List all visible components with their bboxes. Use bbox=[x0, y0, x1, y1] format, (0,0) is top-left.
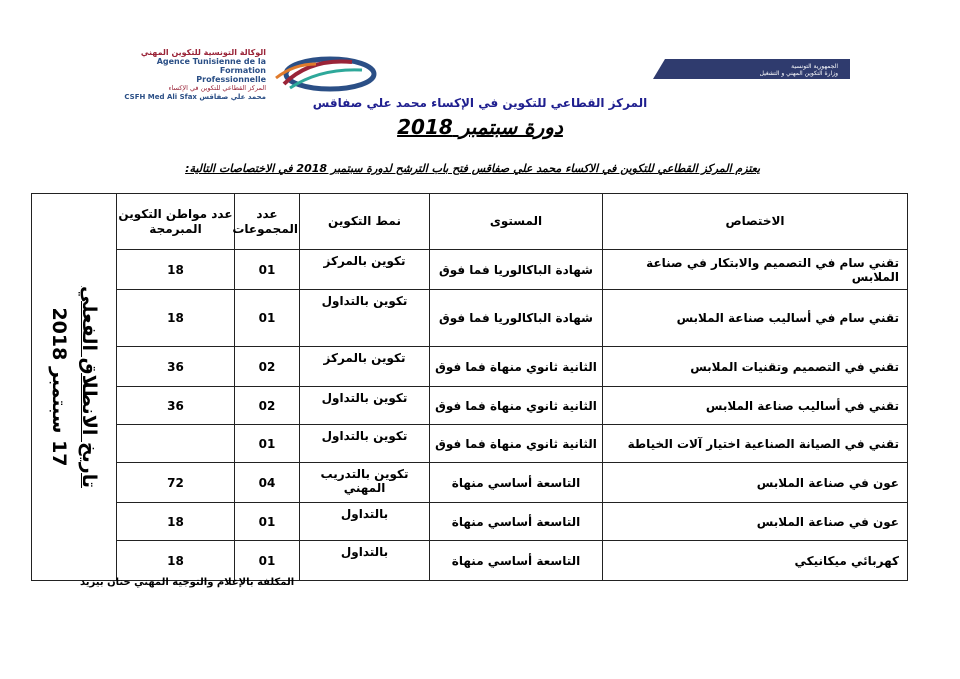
center-name: المركز القطاعي للتكوين في الإكساء محمد علي صفاقس bbox=[312, 96, 648, 110]
agency-logo-text bbox=[120, 48, 266, 102]
header-specialty: الاختصاص bbox=[603, 194, 908, 250]
agency-logo bbox=[120, 48, 380, 101]
seats-cell: 72 bbox=[117, 463, 235, 503]
agency-emblem-icon bbox=[270, 54, 380, 94]
level-cell: شهادة الباكالوريا فما فوق bbox=[430, 250, 603, 290]
level-cell: التاسعة أساسي منهاة bbox=[430, 541, 603, 581]
groups-cell: 01 bbox=[235, 290, 300, 347]
table-row bbox=[32, 387, 908, 425]
table-row bbox=[32, 250, 908, 290]
session-title: دورة سبتمبر 2018 bbox=[397, 115, 563, 139]
groups-cell: 01 bbox=[235, 250, 300, 290]
table-row bbox=[32, 347, 908, 387]
seats-cell bbox=[117, 425, 235, 463]
mode-cell: بالتداول bbox=[300, 503, 430, 541]
header-seats: عدد مواطن التكوين المبرمجة bbox=[117, 194, 235, 250]
start-date-cell bbox=[32, 194, 117, 581]
start-date-value: 17 سبتمبر 2018 bbox=[48, 307, 70, 467]
specialty-cell: عون في صناعة الملابس bbox=[603, 503, 908, 541]
table-row bbox=[32, 290, 908, 347]
level-cell: الثانية ثانوي منهاة فما فوق bbox=[430, 425, 603, 463]
groups-cell: 01 bbox=[235, 541, 300, 581]
level-cell: التاسعة أساسي منهاة bbox=[430, 503, 603, 541]
groups-cell: 02 bbox=[235, 347, 300, 387]
table-header-row bbox=[32, 194, 908, 250]
logo-line-ar: الوكالة التونسية للتكوين المهني bbox=[140, 48, 266, 57]
logo-line-fr-2: Professionnelle bbox=[196, 75, 266, 84]
level-cell: التاسعة أساسي منهاة bbox=[430, 463, 603, 503]
level-cell: الثانية ثانوي منهاة فما فوق bbox=[430, 347, 603, 387]
intro-text: يعتزم المركز القطاعي للتكوين في الاكساء محمد علي صفاقس فتح باب الترشح لدورة سبتمبر 2018 في الاختصاصات التالية: bbox=[185, 162, 760, 175]
mode-cell: تكوين بالتداول bbox=[300, 425, 430, 463]
seats-cell: 18 bbox=[117, 503, 235, 541]
level-cell: شهادة الباكالوريا فما فوق bbox=[430, 290, 603, 347]
logo-line-center: CSFH Med Ali Sfax محمد علي صفاقس bbox=[124, 93, 266, 101]
mode-cell: بالتداول bbox=[300, 541, 430, 581]
ministry-text bbox=[760, 63, 838, 77]
logo-line-fr: Agence Tunisienne de la Formation bbox=[156, 57, 266, 75]
seats-cell: 36 bbox=[117, 387, 235, 425]
mode-cell: تكوين بالتداول bbox=[300, 290, 430, 347]
specialty-cell: تقني في التصميم وتقنيات الملابس bbox=[603, 347, 908, 387]
footer-signature: المكلفة بالإعلام والتوجيه المهني حنان بيزيد bbox=[80, 577, 295, 588]
seats-cell: 36 bbox=[117, 347, 235, 387]
level-cell: الثانية ثانوي منهاة فما فوق bbox=[430, 387, 603, 425]
specialty-cell: تقني سام في أساليب صناعة الملابس bbox=[603, 290, 908, 347]
header-groups: عدد المجموعات bbox=[235, 194, 300, 250]
groups-cell: 01 bbox=[235, 425, 300, 463]
table-row bbox=[32, 463, 908, 503]
specialty-cell: تقني في أساليب صناعة الملابس bbox=[603, 387, 908, 425]
ministry-line-1: الجمهورية التونسية bbox=[791, 63, 838, 70]
specialty-cell: عون في صناعة الملابس bbox=[603, 463, 908, 503]
groups-cell: 01 bbox=[235, 503, 300, 541]
specialties-table bbox=[31, 193, 908, 581]
mode-cell: تكوين بالمركز bbox=[300, 347, 430, 387]
mode-cell: تكوين بالتداول bbox=[300, 387, 430, 425]
seats-cell: 18 bbox=[117, 290, 235, 347]
mode-cell: تكوين بالتدريب المهني bbox=[300, 463, 430, 503]
ministry-banner bbox=[653, 57, 850, 81]
groups-cell: 02 bbox=[235, 387, 300, 425]
header-mode: نمط التكوين bbox=[300, 194, 430, 250]
seats-cell: 18 bbox=[117, 250, 235, 290]
mode-cell: تكوين بالمركز bbox=[300, 250, 430, 290]
specialty-cell: كهربائي ميكانيكي bbox=[603, 541, 908, 581]
seats-cell: 18 bbox=[117, 541, 235, 581]
groups-cell: 04 bbox=[235, 463, 300, 503]
table-row bbox=[32, 425, 908, 463]
specialty-cell: تقني في الصيانة الصناعية اختيار آلات الخياطة bbox=[603, 425, 908, 463]
header-level: المستوى bbox=[430, 194, 603, 250]
table-row bbox=[32, 541, 908, 581]
logo-line-center-ar: المركز القطاعي للتكوين في الإكساء bbox=[168, 84, 266, 92]
ministry-line-2: وزارة التكوين المهني و التشغيل bbox=[759, 70, 838, 77]
start-date bbox=[44, 286, 104, 488]
start-date-label: تاريخ الانطلاق الفعلي bbox=[78, 285, 100, 489]
table-row bbox=[32, 503, 908, 541]
specialty-cell: تقني سام في التصميم والابتكار في صناعة الملابس bbox=[603, 250, 908, 290]
